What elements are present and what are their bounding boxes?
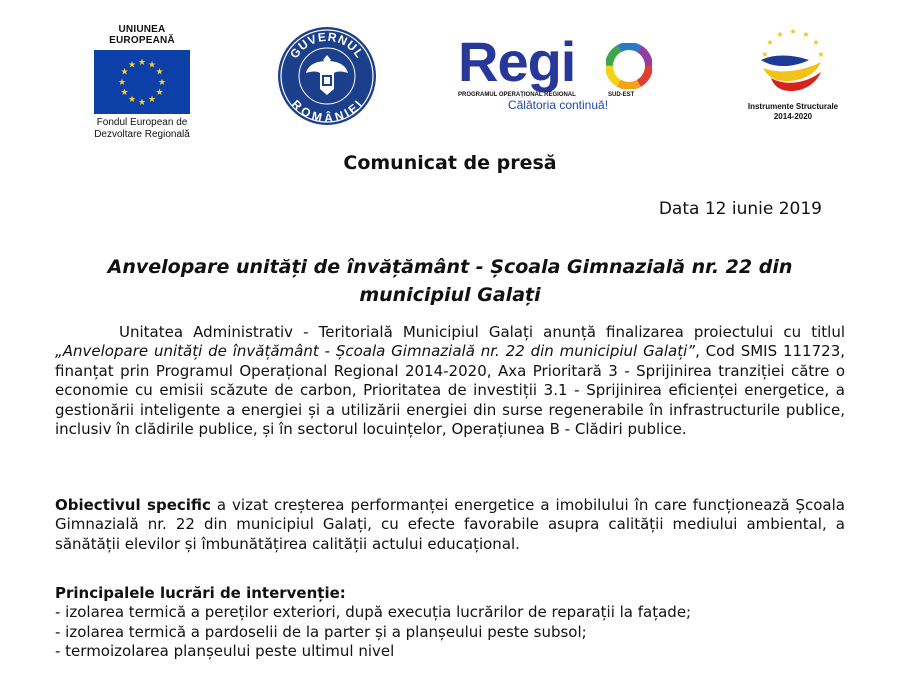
svg-text:★: ★ xyxy=(117,78,127,88)
government-seal-icon xyxy=(276,25,378,127)
structural-label-1: Instrumente Structurale xyxy=(747,102,839,111)
svg-text:★: ★ xyxy=(802,30,810,39)
structural-instruments-icon xyxy=(751,24,835,98)
svg-text:★: ★ xyxy=(137,58,147,68)
svg-text:★: ★ xyxy=(789,27,797,36)
svg-text:★: ★ xyxy=(776,30,784,39)
objective-paragraph xyxy=(55,496,845,554)
project-headline xyxy=(0,253,900,309)
document-title: Comunicat de presă xyxy=(343,152,557,174)
svg-text:★: ★ xyxy=(137,98,147,108)
government-seal xyxy=(276,25,378,127)
svg-text:★: ★ xyxy=(817,50,825,59)
svg-text:★: ★ xyxy=(120,67,129,78)
regio-region-text: SUD-EST xyxy=(608,92,635,98)
svg-text:★: ★ xyxy=(157,78,167,88)
svg-text:★: ★ xyxy=(127,95,137,105)
eu-logo-subtitle-2: Dezvoltare Regională xyxy=(94,129,190,140)
structural-instruments-logo xyxy=(738,24,848,122)
logo-bar xyxy=(0,0,900,140)
svg-text:★: ★ xyxy=(120,88,129,98)
svg-text:★: ★ xyxy=(127,60,137,71)
svg-text:★: ★ xyxy=(812,38,820,47)
regio-program-text: PROGRAMUL OPERAȚIONAL REGIONAL xyxy=(458,92,576,98)
works-item: - izolarea termică a pereților exteriori, după execuția lucrărilor de reparații la fațade; xyxy=(55,603,692,622)
document-date: Data 12 iunie 2019 xyxy=(658,199,822,219)
regio-logo xyxy=(458,30,658,124)
regio-tagline: Călătoria continuă! xyxy=(507,98,609,112)
seal-text-top: GUVERNUL xyxy=(287,29,368,62)
svg-text:★: ★ xyxy=(147,95,157,105)
svg-text:★: ★ xyxy=(155,88,164,98)
svg-text:★: ★ xyxy=(766,38,774,47)
svg-text:★: ★ xyxy=(761,50,769,59)
intro-paragraph xyxy=(55,323,845,439)
structural-label-2: 2014-2020 xyxy=(773,112,813,121)
works-heading: Principalele lucrări de intervenție: xyxy=(55,584,346,602)
intro-text: Unitatea Administrativ - Teritorială Municipiul Galați anunță finalizarea proiectului cu titlul xyxy=(119,323,845,341)
headline-line-1: Anvelopare unități de învățământ - Școala Gimnazială nr. 22 din xyxy=(107,256,793,278)
intro-text-rest: , Cod SMIS 111723, finanțat prin Programul Operațional Regional 2014-2020, Axa Prioritară 3 - Sprijinirea tranziției către o economie cu emisii scăzute de carbon, Prioritatea de investiții 3.1 - Sprijinirea eficienței energetice, a gestionării inteligente a energiei și a utilizării energiei din surse regenerabile în infrastructurile publice, inclusiv în clădirile publice, și în sectorul locuințelor, Operațiunea B - Clădiri publice. xyxy=(55,342,845,439)
eu-logo-subtitle-1: Fondul European de xyxy=(96,117,188,128)
regio-o-icon xyxy=(606,43,652,89)
eu-logo xyxy=(88,24,196,141)
headline-line-2: municipiul Galați xyxy=(359,284,541,306)
svg-text:★: ★ xyxy=(155,67,164,78)
objective-text: a vizat creșterea performanței energetice a imobilului în care funcționează Școala Gimnazială nr. 22 din municipiul Galați, cu efecte favorabile asupra calității mediului ambiental, a sănătății elevilor și îmbunătățirea calității actului educațional. xyxy=(55,496,845,553)
works-item: - izolarea termică a pardoselii de la parter și a planșeului peste subsol; xyxy=(55,622,587,641)
eu-logo-title: UNIUNEA EUROPEANĂ xyxy=(109,24,175,46)
objective-label: Obiectivul specific xyxy=(55,496,211,514)
project-title-italic: „Anvelopare unități de învățământ - Școala Gimnazială nr. 22 din municipiul Galați” xyxy=(55,342,696,361)
svg-text:★: ★ xyxy=(147,60,157,71)
regio-wordmark: Regi xyxy=(458,30,576,93)
works-section xyxy=(55,584,845,662)
works-item: - termoizolarea planșeului peste ultimul nivel xyxy=(55,642,395,661)
eu-flag-icon xyxy=(94,50,190,114)
seal-text-bottom: ROMÂNIEI xyxy=(288,96,366,125)
